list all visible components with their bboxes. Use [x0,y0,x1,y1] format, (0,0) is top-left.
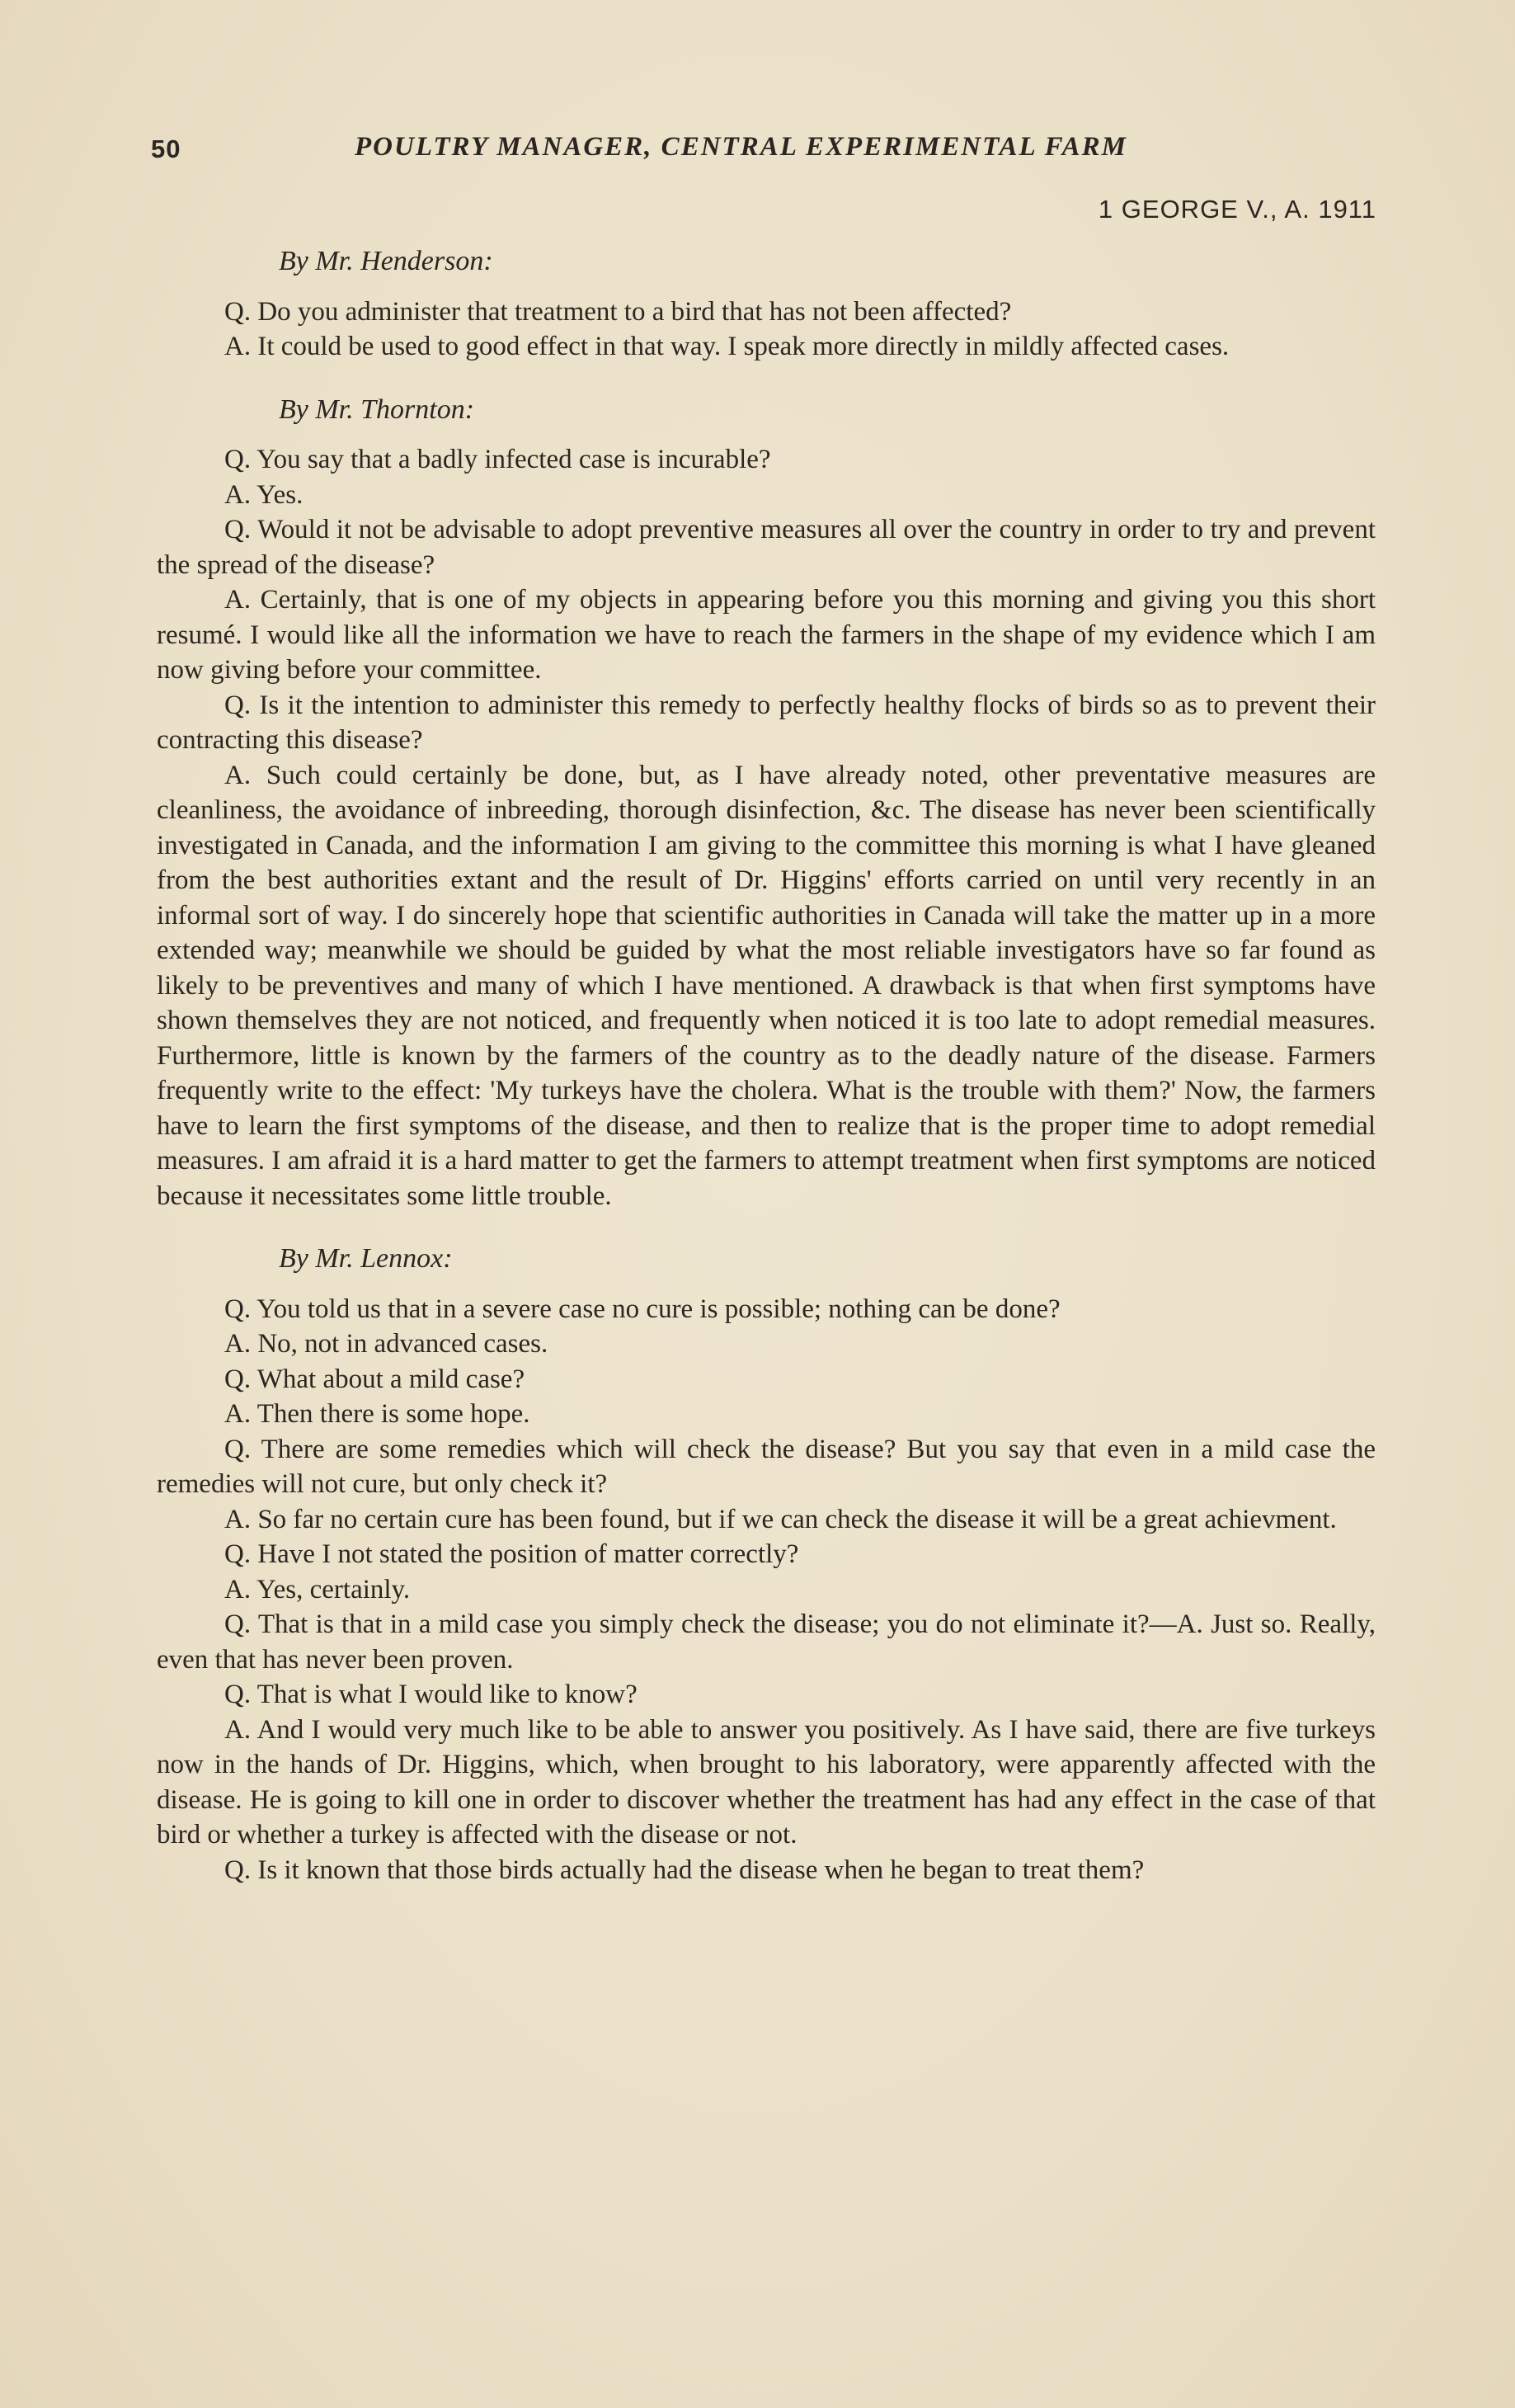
question-paragraph: Q. There are some remedies which will check the disease? But you say that even in a mild case the remedies will not cure, but only check it? [157,1434,1376,1499]
section-lennox [157,1242,1376,1887]
answer-paragraph: A. So far no certain cure has been found, but if we can check the disease it will be a great achievment. [224,1504,1337,1534]
question-paragraph: Q. What about a mild case? [224,1364,525,1394]
speaker-heading: By Mr. Lennox: [279,1243,453,1274]
question-paragraph: Q. Is it the intention to administer this remedy to perfectly healthy flocks of birds so as to prevent their contracting this disease? [157,690,1376,755]
question-paragraph: Q. You say that a badly infected case is incurable? [224,445,771,474]
answer-paragraph: A. Yes, certainly. [224,1574,411,1605]
answer-paragraph: A. Such could certainly be done, but, as I have already noted, other preventative measures are cleanliness, the avoidance of inbreeding, thorough disinfection, &c. The disease has never been scientifically investigated in Canada, and the information I am giving to the committee this morning is what I have gleaned from the best authorities extant and the result of Dr. Higgins' efforts carried on until very recently in an informal sort of way. I do sincerely hope that scientific authorities in Canada will take the matter up in a more extended way; meanwhile we should be guided by what the most reliable investigators have so far found as likely to be preventives and many of which I have mentioned. A drawback is that when first symptoms have shown themselves they are not noticed, and frequently when noticed it is too late to adopt remedial measures. Furthermore, little is known by the farmers of the country as to the deadly nature of the disease. Farmers frequently write to the effect: 'My turkeys have the cholera. What is the trouble with them?' Now, the farmers have to learn the first symptoms of the disease, and then to realize that is the proper time to adopt remedial measures. I am afraid it is a hard matter to get the farmers to attempt treatment when first symptoms are noticed because it necessitates some little trouble. [157,760,1376,1211]
page-number: 50 [151,134,181,163]
question-paragraph: Q. That is that in a mild case you simply check the disease; you do not eliminate it?—A. Just so. Really, even that has never been proven. [157,1609,1376,1675]
answer-paragraph: A. Yes. [224,479,303,510]
running-head: POULTRY MANAGER, CENTRAL EXPERIMENTAL FARM [355,132,1128,162]
question-paragraph: Q. That is what I would like to know? [224,1680,638,1709]
question-paragraph: Q. Would it not be advisable to adopt preventive measures all over the country in order to try and prevent the spread of the disease? [157,515,1376,580]
body-text [157,244,1376,1887]
question-paragraph: Q. Is it known that those birds actually had the disease when he began to treat them? [224,1854,1145,1885]
answer-paragraph: A. No, not in advanced cases. [224,1329,548,1359]
speaker-heading: By Mr. Thornton: [279,393,475,425]
speaker-heading: By Mr. Henderson: [279,246,493,276]
question-paragraph: Q. Have I not stated the position of matter correctly? [224,1539,799,1569]
answer-paragraph: A. And I would very much like to be able to answer you positively. As I have said, there are five turkeys now in the hands of Dr. Higgins, which, when brought to his laboratory, were apparently affected with the disease. He is going to kill one in order to discover whether the treatment has had any effect in the case of that bird or whether a turkey is affected with the disease or not. [157,1714,1376,1850]
session-reference: 1 GEORGE V., A. 1911 [1098,195,1376,224]
section-henderson [157,244,1376,365]
answer-paragraph: A. Certainly, that is one of my objects in appearing before you this morning and giving you this short resumé. I would like all the information we have to reach the farmers in the shape of my evidence which I am now giving before your committee. [157,585,1376,685]
answer-paragraph: A. It could be used to good effect in that way. I speak more directly in mildly affected cases. [224,332,1230,361]
answer-paragraph: A. Then there is some hope. [224,1399,530,1429]
question-paragraph: Q. Do you administer that treatment to a bird that has not been affected? [224,296,1012,327]
question-paragraph: Q. You told us that in a severe case no cure is possible; nothing can be done? [224,1294,1061,1324]
section-thornton [157,393,1376,1214]
